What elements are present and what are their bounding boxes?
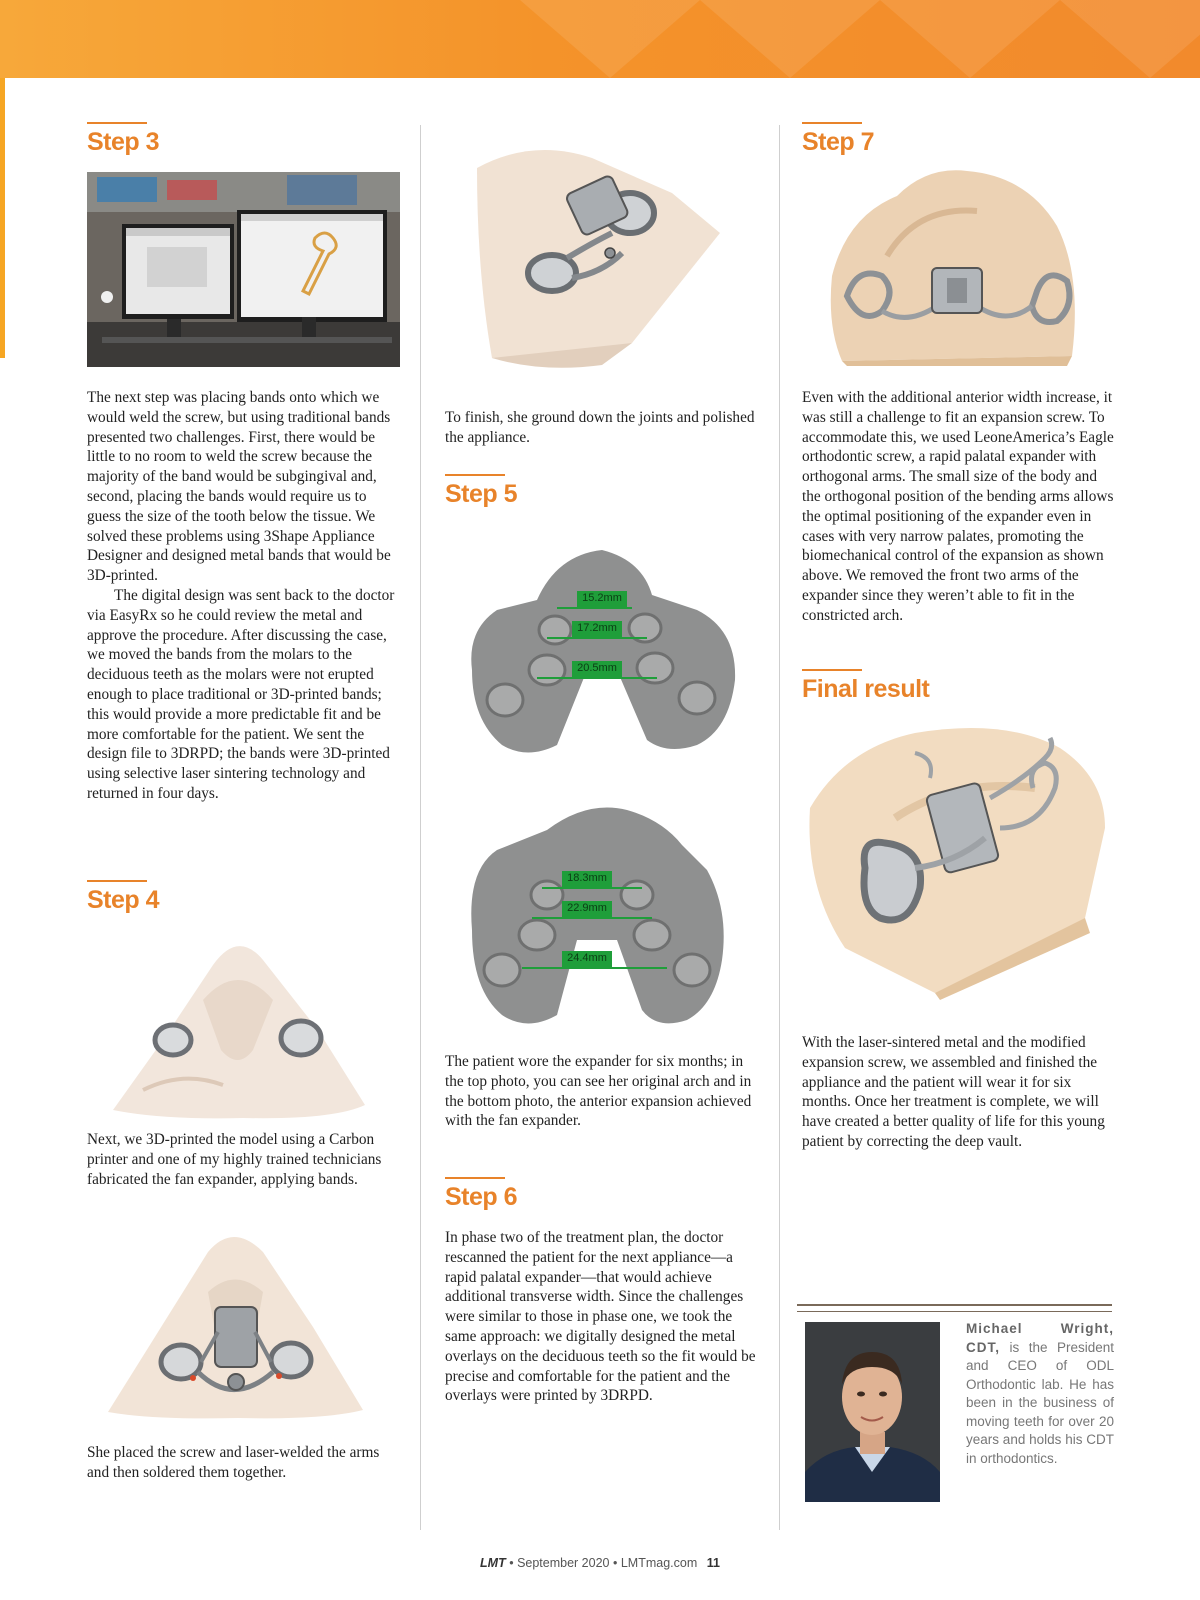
step6-heading: Step 6 [445,1183,518,1211]
step5-scan-after [467,800,727,1035]
step4-caption-1: Next, we 3D-printed the model using a Carbon printer and one of my highly trained technicians fabricated the fan expander, applying bands. [87,1131,382,1188]
author-description: is the President and CEO of ODL Orthodontic lab. He has been in the business of moving teeth for over 20 years and holds his CDT in orthodontics. [966,1339,1114,1466]
step5-scan-before [467,550,742,765]
final-body: With the laser-sintered metal and the modified expansion screw, we assembled and finished the appliance and the patient will wear it for six months. Once her treatment is complete, we will have created a better quality of life for this young patient by correcting the deep vault. [802,1034,1105,1150]
step4-printed-model-photo [103,920,371,1125]
author-name: Michael Wright, CDT, [966,1321,1114,1355]
scan-measurement-label: 24.4mm [567,952,607,964]
finish-text: To finish, she ground down the joints and polished the appliance. [445,409,755,446]
step3-paragraph-2: The digital design was sent back to the doctor via EasyRx so he could review the metal and approve the procedure. After discussing the case, we moved the bands from the molars to the deciduous teeth as the molars were not erupted enough to place traditional or 3D-printed bands; this would provide a more predictable fit and be more comfortable for the patient. We sent the design file to 3DRPD; the bands were 3D-printed using selective laser sintering technology and returned in four days. [87,586,395,802]
step4-caption-2: She placed the screw and laser-welded the arms and then soldered them together. [87,1444,380,1481]
footer-magazine: LMT [480,1556,506,1570]
step3-heading: Step 3 [87,128,160,156]
author-box-rule [797,1304,1112,1312]
author-bio [966,1320,1114,1468]
step7-heading: Step 7 [802,128,875,156]
scan-measurement-label: 15.2mm [582,592,622,604]
column-divider [779,125,780,1530]
step6-body: In phase two of the treatment plan, the doctor rescanned the patient for the next appliance—a rapid palatal expander—that would achieve additional transverse width. Since the challenges were similar to those in phase one, we took the same approach: we digitally designed the metal overlays on the deciduous teeth so the fit would be precise and comfortable for the patient and the overlays were printed by 3DRPD. [445,1229,756,1405]
footer-date: September 2020 [517,1556,610,1570]
scan-measurement-label: 18.3mm [567,872,607,884]
page-footer: LMT • September 2020 • LMTmag.com 11 [480,1556,720,1570]
step3-design-workstation-photo [87,172,400,367]
step5-body: The patient wore the expander for six months; in the top photo, you can see her original arch and in the bottom photo, the anterior expansion achieved with the fan expander. [445,1053,752,1130]
header-banner [0,0,1200,78]
author-portrait [805,1322,940,1502]
step5-heading: Step 5 [445,480,518,508]
step4-heading: Step 4 [87,886,160,914]
footer-site: LMTmag.com [620,1556,698,1570]
scan-measurement-label: 20.5mm [577,662,617,674]
scan-measurement-label: 22.9mm [567,902,607,914]
step7-body: Even with the additional anterior width increase, it was still a challenge to fit an expansion screw. To accommodate this, we used LeoneAmerica’s Eagle orthodontic screw, a rapid palatal expander with orthogonal arms. The small size of the body and the orthogonal position of the bending arms allows the optimal positioning of the expander even in cases with very narrow palates, promoting the biomechanical control of the expansion as shown above. We removed the front two arms of the expander since they weren’t able to fit in the constricted arch. [802,389,1114,624]
polished-appliance-photo [472,133,724,373]
column-divider [420,125,421,1530]
scan-measurement-label: 17.2mm [577,622,617,634]
margin-accent-bar [0,78,5,358]
page-number: 11 [706,1556,720,1570]
step3-body [87,388,400,804]
step4-fan-expander-photo [103,1222,368,1422]
final-heading: Final result [802,675,930,703]
step3-paragraph-1: The next step was placing bands onto which we would weld the screw, but using traditional bands presented two challenges. First, there would be little to no room to weld the screw because the majority of the band would be subgingival and, second, placing the bands would require us to guess the size of the tooth below the tissue. We solved these problems using 3Shape Appliance Designer and designed metal bands that would be 3D-printed. [87,389,391,585]
step7-expander-photo [827,166,1082,366]
final-appliance-photo [805,718,1110,1000]
